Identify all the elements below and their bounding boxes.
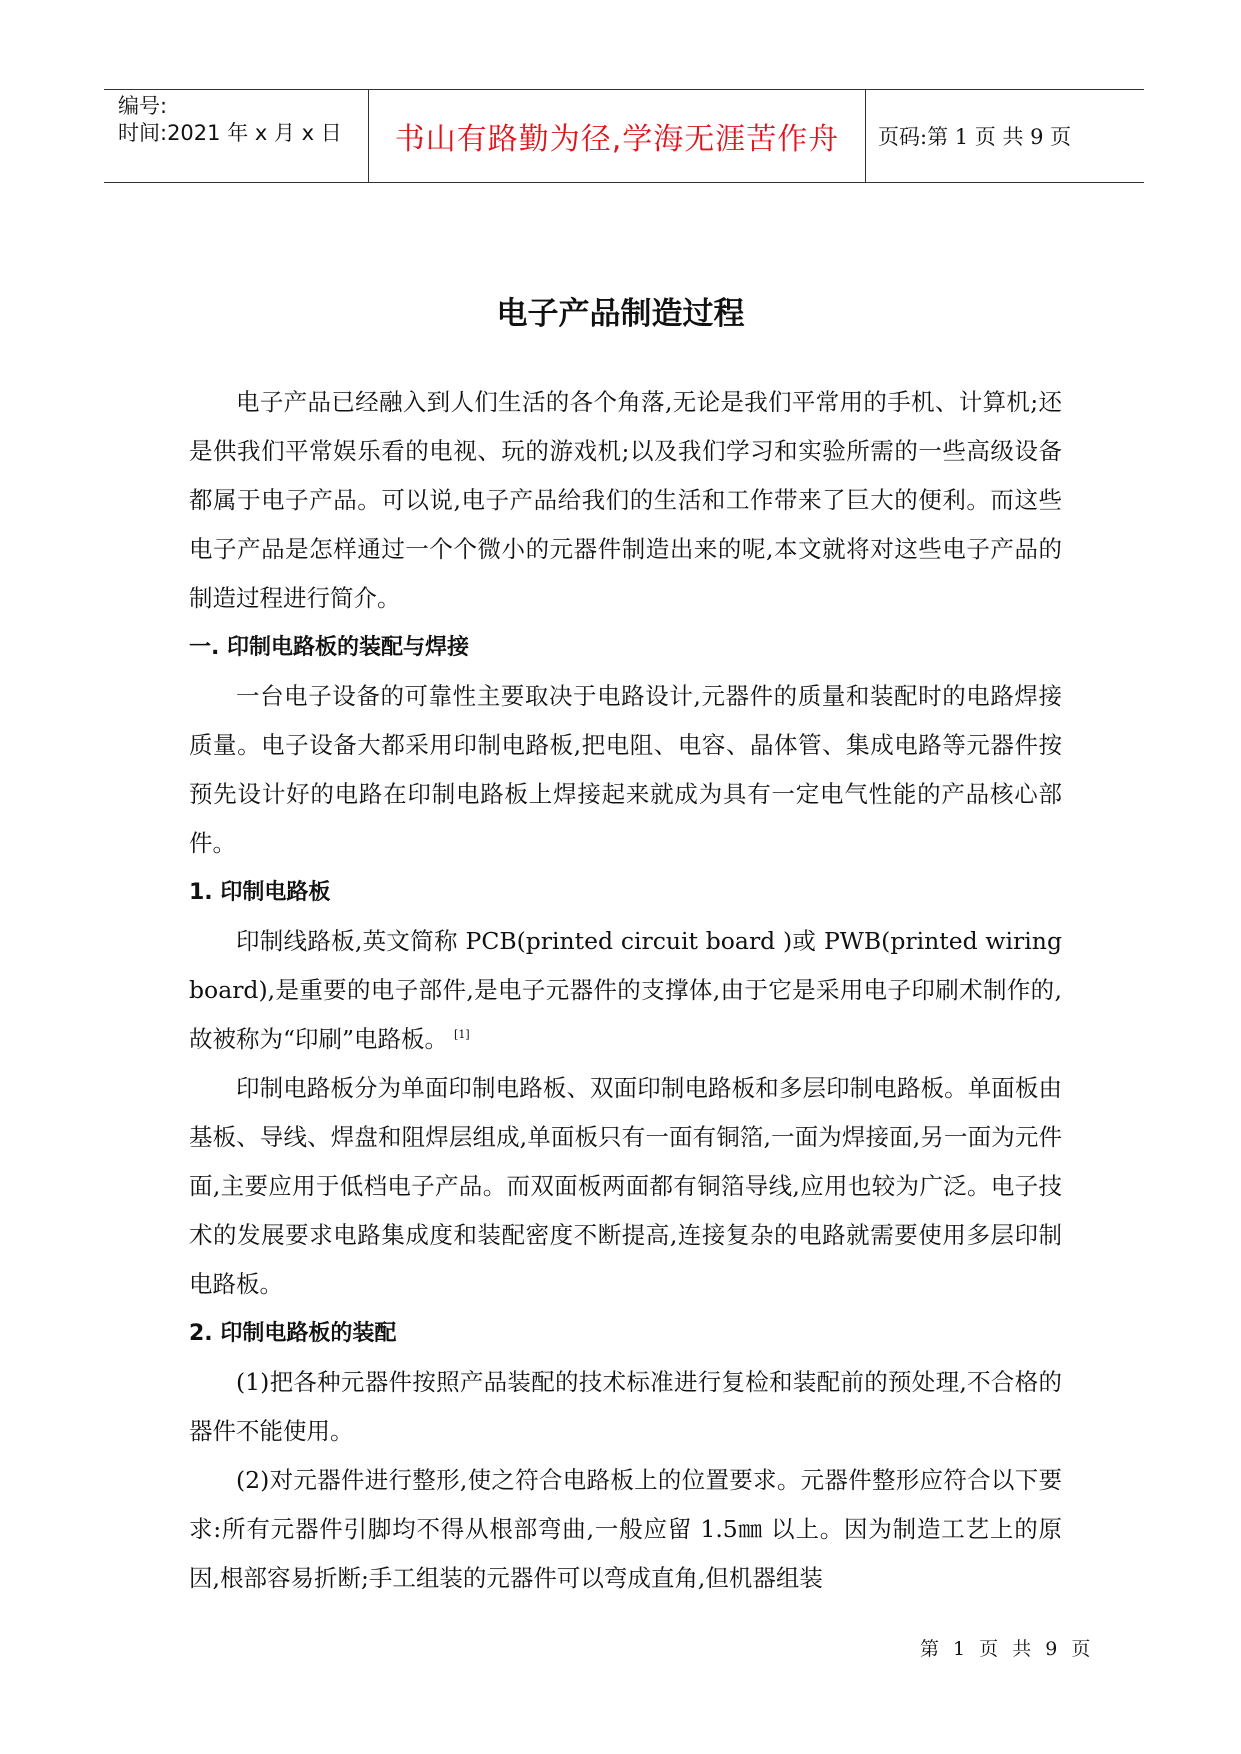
subsection2-heading: 2. 印制电路板的装配: [189, 1321, 397, 1346]
document-body: [189, 378, 1062, 1603]
number-label: 编号:: [118, 94, 168, 118]
time-line: 时间:2021 年 x 月 x 日: [118, 121, 342, 145]
assembly-item-2: (2)对元器件进行整形,使之符合电路板上的位置要求。元器件整形应符合以下要求:所有元器件引脚均不得从根部弯曲,一般应留 1.5㎜ 以上。因为制造工艺上的原因,根部容易折断;手工组装的元器件可以弯成直角,但机器组装: [189, 1466, 1062, 1592]
document-title: 电子产品制造过程: [496, 296, 745, 332]
reference-marker: [1]: [454, 1028, 470, 1042]
page-footer: 第 1 页 共 9 页: [920, 1638, 1095, 1660]
header-page-code: 页码:第 1 页 共 9 页: [878, 125, 1072, 149]
intro-paragraph: 电子产品已经融入到人们生活的各个角落,无论是我们平常用的手机、计算机;还是供我们平常娱乐看的电视、玩的游戏机;以及我们学习和实验所需的一些高级设备都属于电子产品。可以说,电子产品给我们的生活和工作带来了巨大的便利。而这些电子产品是怎样通过一个个微小的元器件制造出来的呢,本文就将对这些电子产品的制造过程进行简介。: [189, 388, 1062, 612]
pcb-definition-paragraph: [189, 917, 1062, 1064]
header-info-cell: [104, 90, 369, 182]
section1-heading: 一. 印制电路板的装配与焊接: [189, 635, 470, 660]
header-motto: 书山有路勤为径,学海无涯苦作舟: [369, 90, 866, 182]
document-header: [104, 89, 1144, 183]
assembly-item-1: (1)把各种元器件按照产品装配的技术标准进行复检和装配前的预处理,不合格的器件不能使用。: [189, 1368, 1062, 1445]
subsection1-heading: 1. 印制电路板: [189, 880, 331, 905]
pcb-definition-text: 印制线路板,英文简称 PCB(printed circuit board )或 PWB(printed wiring board),是重要的电子部件,是电子元器件的支撑体,由于它是采用电子印刷术制作的,故被称为“印刷”电路板。: [189, 927, 1062, 1053]
section1-paragraph: 一台电子设备的可靠性主要取决于电路设计,元器件的质量和装配时的电路焊接质量。电子设备大都采用印制电路板,把电阻、电容、晶体管、集成电路等元器件按预先设计好的电路在印制电路板上焊接起来就成为具有一定电气性能的产品核心部件。: [189, 682, 1062, 857]
pcb-types-paragraph: 印制电路板分为单面印制电路板、双面印制电路板和多层印制电路板。单面板由基板、导线、焊盘和阻焊层组成,单面板只有一面有铜箔,一面为焊接面,另一面为元件面,主要应用于低档电子产品。而双面板两面都有铜箔导线,应用也较为广泛。电子技术的发展要求电路集成度和装配密度不断提高,连接复杂的电路就需要使用多层印制电路板。: [189, 1074, 1062, 1298]
